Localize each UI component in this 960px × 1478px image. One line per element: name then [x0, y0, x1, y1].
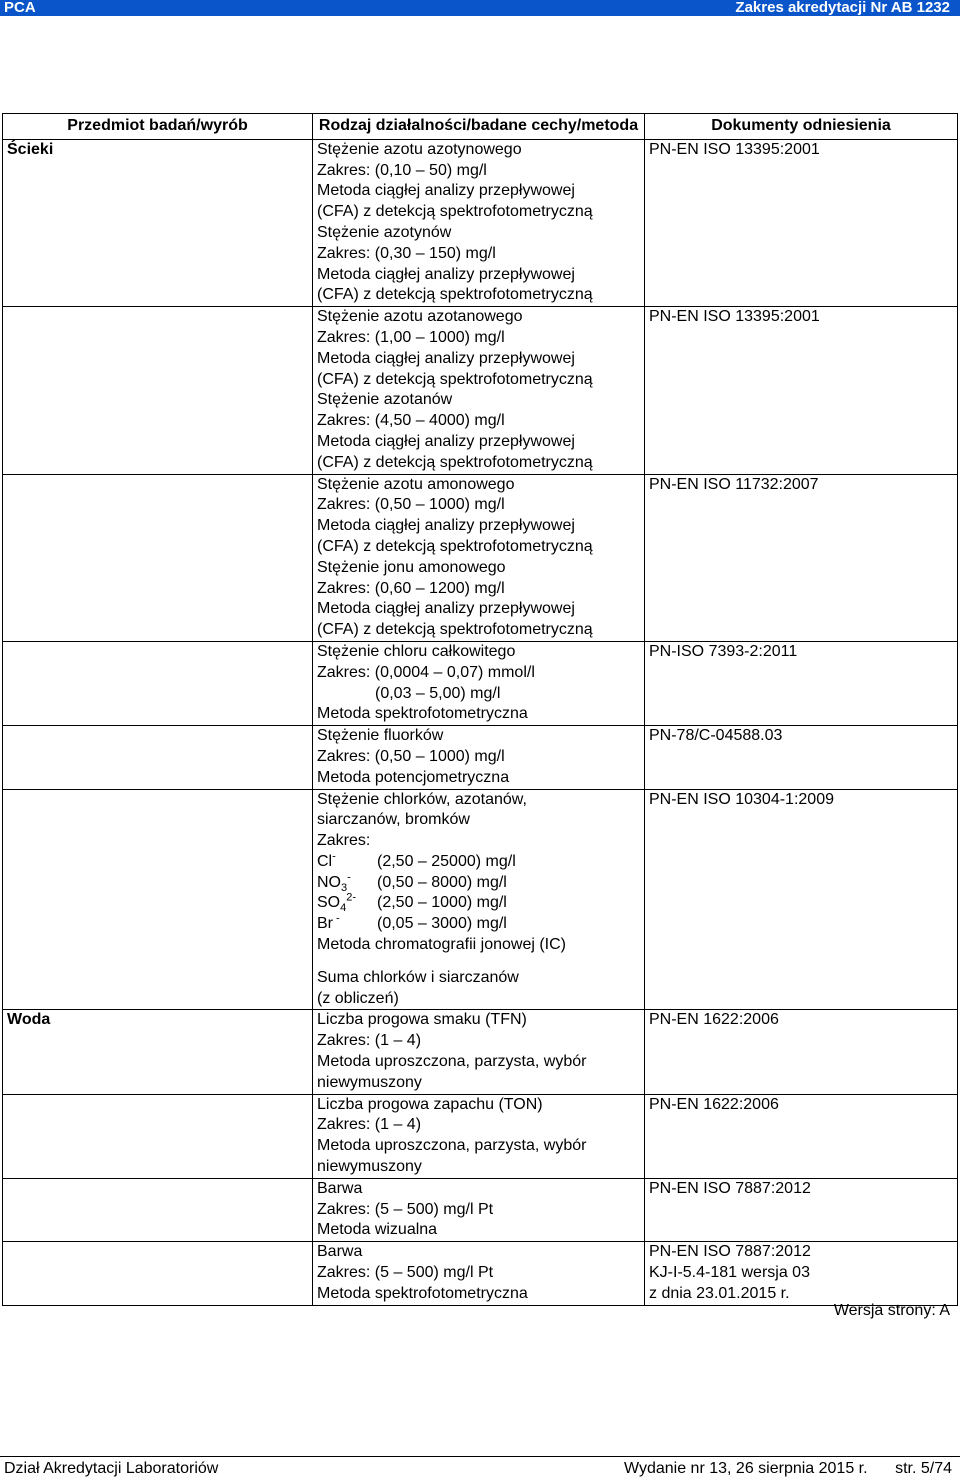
table-row	[3, 1010, 958, 1094]
activity-line: Zakres:	[317, 832, 371, 850]
activity-line: siarczanów, bromków	[317, 811, 470, 829]
document-cell	[645, 1242, 958, 1305]
ion-charge: -	[347, 871, 351, 884]
activity-note-line: Suma chlorków i siarczanów	[317, 968, 519, 986]
ion-range-line	[317, 914, 640, 935]
activity-line: Stężenie chlorków, azotanów,	[317, 790, 527, 808]
activity-line: Metoda potencjometryczna	[317, 768, 510, 786]
ion-charge: -	[333, 912, 340, 925]
activity-line: Zakres: (0,50 – 1000) mg/l	[317, 747, 505, 765]
ion-subscript: 3	[341, 881, 348, 894]
subject-cell	[3, 789, 313, 1010]
ion-name: Br	[317, 915, 333, 933]
table-row	[3, 1178, 958, 1241]
table-row	[3, 307, 958, 474]
document-cell	[645, 474, 958, 641]
subject-cell	[3, 307, 313, 474]
activity-cell	[313, 726, 645, 789]
activity-line: (0,03 – 5,00) mg/l	[375, 684, 501, 702]
activity-line: (CFA) z detekcją spektrofotometryczną	[317, 537, 593, 555]
table-row	[3, 641, 958, 725]
ion-symbol	[317, 852, 377, 873]
activity-line: Stężenie azotu azotynowego	[317, 140, 522, 158]
activity-line: Liczba progowa smaku (TFN)	[317, 1011, 527, 1029]
activity-line: Stężenie azotanów	[317, 391, 453, 409]
activity-cell	[313, 139, 645, 306]
activity-line: Zakres: (0,30 – 150) mg/l	[317, 244, 496, 262]
activity-line: Stężenie jonu amonowego	[317, 558, 506, 576]
ion-name: NO	[317, 873, 341, 891]
ion-range-line	[317, 873, 640, 894]
table-row	[3, 474, 958, 641]
reference-document: PN-EN ISO 13395:2001	[649, 140, 820, 158]
ion-subscript: 4	[340, 902, 347, 915]
activity-line: Stężenie chloru całkowitego	[317, 642, 516, 660]
activity-cell	[313, 1242, 645, 1305]
activity-line: niewymuszony	[317, 1158, 422, 1176]
ion-range: (0,50 – 8000) mg/l	[377, 873, 507, 891]
activity-line: Zakres: (0,10 – 50) mg/l	[317, 161, 487, 179]
reference-document: z dnia 23.01.2015 r.	[649, 1284, 790, 1302]
activity-line: Metoda ciągłej analizy przepływowej	[317, 432, 575, 450]
activity-line: Zakres: (5 – 500) mg/l Pt	[317, 1200, 494, 1218]
activity-cell	[313, 1010, 645, 1094]
header-left: PCA	[4, 0, 36, 16]
table-header-row	[3, 114, 958, 140]
table-row	[3, 789, 958, 1010]
activity-line: Stężenie fluorków	[317, 727, 444, 745]
activity-cell	[313, 641, 645, 725]
activity-line: Metoda ciągłej analizy przepływowej	[317, 517, 575, 535]
ion-range-line	[317, 893, 640, 914]
activity-line: Zakres: (1 – 4)	[317, 1116, 422, 1134]
table-row	[3, 139, 958, 306]
activity-cell	[313, 1178, 645, 1241]
ion-range: (2,50 – 1000) mg/l	[377, 894, 507, 912]
activity-line: Metoda uproszczona, parzysta, wybór	[317, 1137, 587, 1155]
document-cell	[645, 1010, 958, 1094]
activity-line: Metoda uproszczona, parzysta, wybór	[317, 1053, 587, 1071]
ion-symbol	[317, 893, 377, 914]
activity-line: Barwa	[317, 1243, 363, 1261]
activity-line: (CFA) z detekcją spektrofotometryczną	[317, 203, 593, 221]
reference-document: PN-EN ISO 7887:2012	[649, 1179, 811, 1197]
column-header-subject: Przedmiot badań/wyrób	[3, 114, 313, 140]
activity-line: Zakres: (1 – 4)	[317, 1032, 422, 1050]
activity-line: Liczba progowa zapachu (TON)	[317, 1095, 543, 1113]
activity-line: Zakres: (0,60 – 1200) mg/l	[317, 579, 505, 597]
ion-range: (0,05 – 3000) mg/l	[377, 915, 507, 933]
reference-document: PN-EN ISO 10304-1:2009	[649, 790, 834, 808]
activity-line: Metoda ciągłej analizy przepływowej	[317, 600, 575, 618]
column-header-activity: Rodzaj działalności/badane cechy/metoda	[313, 114, 645, 140]
document-cell	[645, 139, 958, 306]
subject-cell	[3, 641, 313, 725]
method-line: Metoda chromatografii jonowej (IC)	[317, 936, 566, 954]
activity-line: Stężenie azotu azotanowego	[317, 308, 523, 326]
header-bar	[0, 0, 960, 16]
activity-line: Metoda wizualna	[317, 1221, 438, 1239]
document-cell	[645, 1094, 958, 1178]
subject-cell	[3, 474, 313, 641]
activity-line: Zakres: (1,00 – 1000) mg/l	[317, 328, 505, 346]
reference-document: KJ-I-5.4-181 wersja 03	[649, 1264, 810, 1282]
reference-document: PN-EN ISO 11732:2007	[649, 475, 819, 493]
activity-cell	[313, 474, 645, 641]
activity-line: Zakres: (4,50 – 4000) mg/l	[317, 412, 505, 430]
footer-left: Dział Akredytacji Laboratoriów	[4, 1460, 219, 1477]
reference-document: PN-78/C-04588.03	[649, 727, 783, 745]
subject-cell: Ścieki	[3, 139, 313, 306]
subject-cell	[3, 1094, 313, 1178]
ion-charge: 2-	[346, 892, 357, 905]
activity-cell	[313, 789, 645, 1010]
column-header-documents: Dokumenty odniesienia	[645, 114, 958, 140]
subject-cell: Woda	[3, 1010, 313, 1094]
activity-line: Barwa	[317, 1179, 363, 1197]
activity-line: (CFA) z detekcją spektrofotometryczną	[317, 286, 593, 304]
ion-symbol	[317, 914, 377, 935]
footer-divider	[0, 1456, 960, 1457]
footer-page-number: str. 5/74	[895, 1460, 952, 1477]
accreditation-table	[2, 113, 958, 1306]
table-row	[3, 1242, 958, 1305]
activity-line: Metoda ciągłej analizy przepływowej	[317, 182, 575, 200]
header-right: Zakres akredytacji Nr AB 1232	[735, 0, 950, 16]
activity-cell	[313, 1094, 645, 1178]
activity-line: (CFA) z detekcją spektrofotometryczną	[317, 453, 593, 471]
ion-range: (2,50 – 25000) mg/l	[377, 852, 516, 870]
footer-middle: Wydanie nr 13, 26 sierpnia 2015 r.	[624, 1460, 868, 1477]
activity-line: Metoda spektrofotometryczna	[317, 1284, 528, 1302]
activity-line: Stężenie azotynów	[317, 223, 452, 241]
ion-name: Cl	[317, 852, 333, 870]
document-cell	[645, 641, 958, 725]
activity-line: Stężenie azotu amonowego	[317, 475, 515, 493]
table-row	[3, 1094, 958, 1178]
table-row	[3, 726, 958, 789]
subject-cell	[3, 1242, 313, 1305]
subject-cell	[3, 726, 313, 789]
subject-cell	[3, 1178, 313, 1241]
reference-document: PN-EN 1622:2006	[649, 1095, 779, 1113]
ion-name: SO	[317, 894, 341, 912]
document-cell	[645, 789, 958, 1010]
activity-line: (CFA) z detekcją spektrofotometryczną	[317, 370, 593, 388]
activity-line: Zakres: (5 – 500) mg/l Pt	[317, 1264, 494, 1282]
reference-document: PN-EN ISO 7887:2012	[649, 1243, 811, 1261]
reference-document: PN-EN 1622:2006	[649, 1011, 779, 1029]
ion-range-line	[317, 852, 640, 873]
document-cell	[645, 1178, 958, 1241]
reference-document: PN-EN ISO 13395:2001	[649, 308, 820, 326]
page-version-note: Wersja strony: A	[833, 1302, 950, 1319]
activity-line: (CFA) z detekcją spektrofotometryczną	[317, 621, 593, 639]
document-cell	[645, 307, 958, 474]
activity-line: Metoda ciągłej analizy przepływowej	[317, 265, 575, 283]
activity-note-line: (z obliczeń)	[317, 989, 399, 1007]
activity-cell	[313, 307, 645, 474]
activity-line: Metoda ciągłej analizy przepływowej	[317, 349, 575, 367]
document-cell	[645, 726, 958, 789]
spacer	[317, 956, 640, 968]
activity-line: Metoda spektrofotometryczna	[317, 705, 528, 723]
activity-line: Zakres: (0,50 – 1000) mg/l	[317, 496, 505, 514]
reference-document: PN-ISO 7393-2:2011	[649, 642, 798, 660]
activity-line: niewymuszony	[317, 1073, 422, 1091]
activity-line: Zakres: (0,0004 – 0,07) mmol/l	[317, 663, 535, 681]
ion-charge: -	[332, 850, 336, 863]
ion-symbol	[317, 873, 377, 894]
